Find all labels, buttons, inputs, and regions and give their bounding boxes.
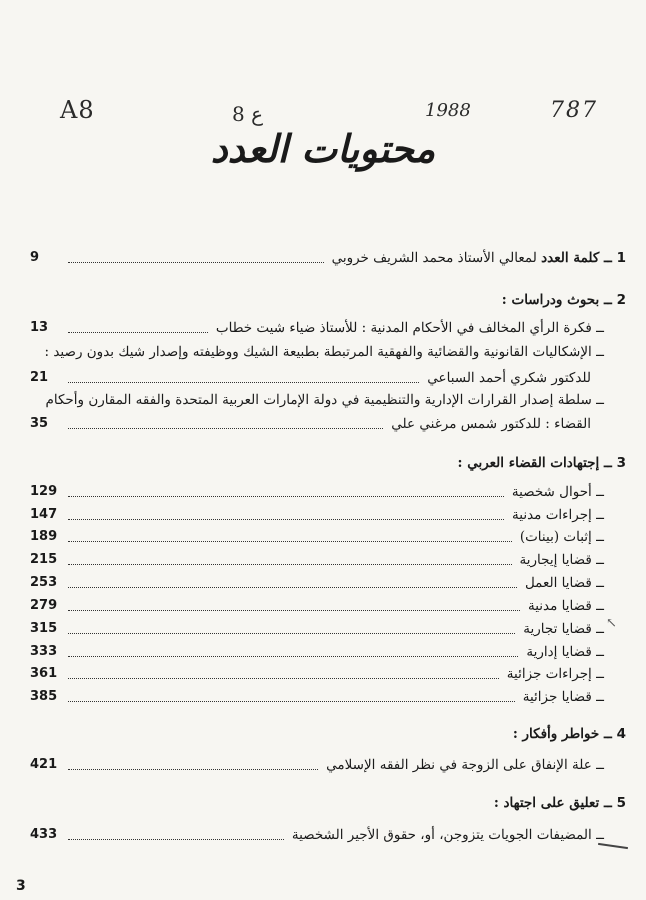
entry-text: سلطة إصدار القرارات الإدارية والتنظيمية في دولة الإمارات العربية المتحدة والفقه المقارن وأحكام bbox=[45, 392, 592, 408]
section-number: 5 bbox=[616, 795, 626, 811]
toc-entry: ــ قضايا إيجارية 215 bbox=[30, 552, 604, 568]
handwritten-year: 1988 bbox=[425, 100, 471, 121]
leader-dots bbox=[68, 381, 419, 383]
section-number: 4 bbox=[616, 726, 626, 742]
toc-entry: ــ إجراءات جزائية 361 bbox=[30, 666, 604, 682]
entry-text: الإشكاليات القانونية والقضائية والفهقية المرتبطة بطبيعة الشيك ووظيفته وإصدار شيك بدون رصيد : bbox=[44, 344, 592, 360]
section-heading-row: 3 ــ إجتهادات القضاء العربي : bbox=[457, 455, 626, 471]
page-ref: 361 bbox=[30, 666, 58, 681]
toc-entry: ــ قضايا مدنية 279 bbox=[30, 598, 604, 614]
page-ref: 129 bbox=[30, 484, 58, 499]
entry-text: قضايا إدارية bbox=[526, 644, 592, 660]
toc-entry: ــ سلطة إصدار القرارات الإدارية والتنظيمية في دولة الإمارات العربية المتحدة والفقه المقارن وأحكام bbox=[45, 392, 604, 408]
leader-dots bbox=[68, 609, 520, 611]
leader-dots bbox=[68, 261, 324, 263]
page-ref: 21 bbox=[30, 370, 49, 385]
section-heading-row: 4 ــ خواطر وأفكار : bbox=[512, 726, 626, 742]
entry-author: القضاء : للدكتور شمس مرغني علي bbox=[391, 416, 591, 432]
page-ref: 315 bbox=[30, 621, 58, 636]
leader-dots bbox=[68, 331, 208, 333]
margin-mark-arrow-icon: ↖ bbox=[606, 616, 617, 631]
leader-dots bbox=[68, 677, 499, 679]
section-number: 3 bbox=[616, 455, 626, 471]
leader-dots bbox=[68, 563, 512, 565]
entry-text: المضيفات الجويات يتزوجن، أو، حقوق الأجير الشخصية bbox=[291, 827, 592, 843]
section-heading: خواطر وأفكار : bbox=[512, 726, 600, 742]
section-heading: بحوث ودراسات : bbox=[501, 292, 600, 308]
leader-dots bbox=[68, 838, 284, 840]
page-ref: 433 bbox=[30, 827, 58, 842]
page-ref: 385 bbox=[30, 689, 58, 704]
leader-dots bbox=[68, 518, 504, 520]
toc-entry: ــ الإشكاليات القانونية والقضائية والفهقية المرتبطة بطبيعة الشيك ووظيفته وإصدار شيك بدون رصيد : bbox=[44, 344, 604, 360]
leader-dots bbox=[68, 768, 318, 770]
toc-entry: ــ فكرة الرأي المخالف في الأحكام المدنية : للأستاذ ضياء شيت خطاب 13 bbox=[30, 320, 604, 336]
toc-entry-continuation bbox=[30, 414, 626, 434]
handwritten-issue-number: ع 8 bbox=[232, 102, 264, 126]
toc-entry: ــ علة الإنفاق على الزوجة في نظر الفقه الإسلامي 421 bbox=[30, 757, 604, 773]
section-heading: كلمة العدد bbox=[541, 250, 600, 266]
leader-dots bbox=[68, 586, 517, 588]
entry-text: إجراءات جزائية bbox=[506, 666, 592, 682]
entry-text: فكرة الرأي المخالف في الأحكام المدنية : للأستاذ ضياء شيت خطاب bbox=[215, 320, 592, 336]
section-heading: تعليق على اجتهاد : bbox=[493, 795, 600, 811]
page-ref: 189 bbox=[30, 529, 58, 544]
page-ref: 147 bbox=[30, 507, 58, 522]
leader-dots bbox=[68, 427, 383, 429]
section-number: 1 bbox=[616, 250, 626, 266]
toc-entry: ــ إثبات (بينات) 189 bbox=[30, 529, 604, 545]
section-heading-row: 5 ــ تعليق على اجتهاد : bbox=[493, 795, 626, 811]
page-ref: 421 bbox=[30, 757, 58, 772]
entry-text: أحوال شخصية bbox=[511, 484, 592, 500]
entry-text: قضايا تجارية bbox=[523, 621, 592, 637]
page-title: محتويات العدد bbox=[210, 126, 436, 171]
entry-text: لمعالي الأستاذ محمد الشريف خروبي bbox=[331, 250, 537, 266]
toc-entry: 1 ــ كلمة العدد لمعالي الأستاذ محمد الشريف خروبي 9 bbox=[30, 250, 626, 266]
page-ref: 9 bbox=[30, 250, 40, 265]
section-heading: إجتهادات القضاء العربي : bbox=[457, 455, 600, 471]
toc-entry: ــ قضايا جزائية 385 bbox=[30, 689, 604, 705]
toc-entry: ــ قضايا العمل 253 bbox=[30, 575, 604, 591]
page-ref: 333 bbox=[30, 644, 58, 659]
entry-text: إجراءات مدنية bbox=[512, 507, 592, 523]
section-number: 2 bbox=[616, 292, 626, 308]
handwritten-note-right: 787 bbox=[550, 98, 598, 123]
leader-dots bbox=[68, 495, 504, 497]
page-ref: 215 bbox=[30, 552, 58, 567]
toc-entry: ــ أحوال شخصية 129 bbox=[30, 484, 604, 500]
entry-text: قضايا جزائية bbox=[522, 689, 592, 705]
entry-text: علة الإنفاق على الزوجة في نظر الفقه الإسلامي bbox=[326, 757, 592, 773]
leader-dots bbox=[68, 540, 512, 542]
leader-dots bbox=[68, 655, 518, 657]
page-ref: 279 bbox=[30, 598, 58, 613]
toc-entry: ــ إجراءات مدنية 147 bbox=[30, 507, 604, 523]
toc-entry: ــ المضيفات الجويات يتزوجن، أو، حقوق الأجير الشخصية 433 bbox=[30, 827, 604, 843]
page-ref: 35 bbox=[30, 416, 49, 431]
entry-text: قضايا مدنية bbox=[527, 598, 592, 614]
toc-entry-continuation bbox=[30, 368, 626, 388]
entry-text: قضايا إيجارية bbox=[519, 552, 592, 568]
page-number: 3 bbox=[16, 878, 26, 894]
page-ref: 13 bbox=[30, 320, 49, 335]
entry-text: إثبات (بينات) bbox=[519, 529, 592, 545]
toc-entry: ــ قضايا إدارية 333 bbox=[30, 644, 604, 660]
handwritten-note-left: A8 bbox=[60, 96, 95, 124]
entry-author: للدكتور شكري أحمد السباعي bbox=[427, 370, 591, 386]
entry-text: قضايا العمل bbox=[524, 575, 592, 591]
page-ref: 253 bbox=[30, 575, 58, 590]
toc-entry: ــ قضايا تجارية 315 bbox=[30, 621, 604, 637]
leader-dots bbox=[68, 632, 515, 634]
leader-dots bbox=[68, 700, 515, 702]
section-heading-row: 2 ــ بحوث ودراسات : bbox=[501, 292, 626, 308]
